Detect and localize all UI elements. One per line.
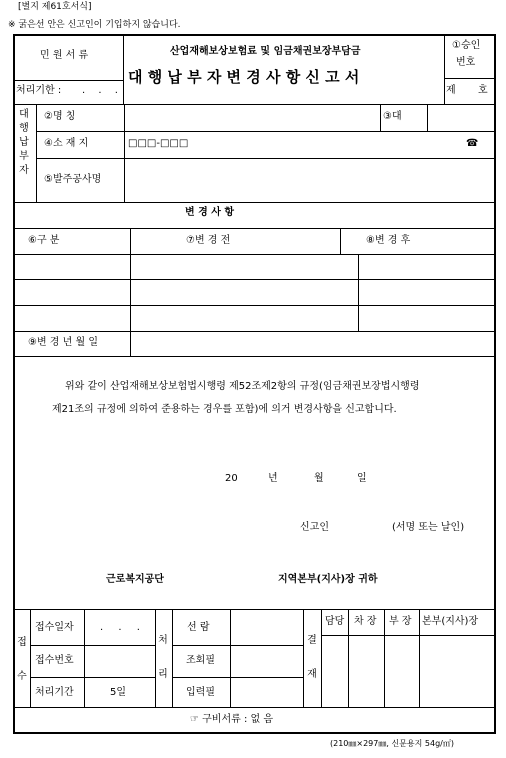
col-after-header: ⑧변 경 후 <box>366 235 411 246</box>
processing-deadline-label: 처리기한 : <box>16 85 62 96</box>
civil-doc-label: 민 원 서 류 <box>40 50 89 61</box>
col-type-header: ⑥구 분 <box>28 235 60 246</box>
approval-label: ①승인 <box>452 40 481 51</box>
form-number: [별지 제61호서식] <box>18 2 92 12</box>
reporter-label: 신고인 <box>300 522 329 533</box>
approval-no-je: 제 <box>446 85 456 96</box>
form-subtitle: 산업재해보상보험료 및 임금채권보장부담금 <box>170 46 361 57</box>
statement-line-2: 제21조의 규정에 의하여 준용하는 경우를 포함)에 의거 변경사항을 신고합니다. <box>52 404 397 415</box>
processing-period-value: 5일 <box>110 687 127 698</box>
col-before-header: ⑦변 경 전 <box>186 235 231 246</box>
report-date-nyeon: 년 <box>268 473 278 484</box>
change-date-label: ⑨변 경 년 월 일 <box>28 337 98 348</box>
sign-col-branch-head: 본부(지사)장 <box>422 616 479 627</box>
recipient-org: 근로복지공단 <box>106 574 164 585</box>
receipt-date-dots: . . . <box>100 622 146 633</box>
client-label: ⑤발주공사명 <box>44 174 102 185</box>
processing-deadline-dots: . . . <box>82 85 123 96</box>
representative-label: ③대 <box>383 111 402 122</box>
approval-no-ho: 호 <box>478 85 488 96</box>
receipt-no-label: 접수번호 <box>35 655 74 666</box>
report-date-year: 20 <box>225 473 238 484</box>
approval-side-label: 결 재 <box>307 635 317 680</box>
frame-right <box>494 34 496 734</box>
recipient-office: 지역본부(지사)장 귀하 <box>278 574 378 585</box>
receipt-side-label: 접 수 <box>17 637 27 682</box>
input-label: 입력필 <box>186 687 215 698</box>
signature-hint: (서명 또는 날인) <box>392 522 465 533</box>
address-label: ④소 재 지 <box>44 138 89 149</box>
frame-top <box>13 34 496 36</box>
frame-left <box>13 34 15 734</box>
sign-col-manager: 부 장 <box>389 616 412 627</box>
phone-icon: ☎ <box>466 138 479 149</box>
payer-side-label: 대 행 납 부 자 <box>19 109 29 176</box>
report-date-il: 일 <box>357 473 367 484</box>
review-label: 선 람 <box>187 622 210 633</box>
required-documents: ☞ 구비서류 : 없 음 <box>190 714 274 725</box>
process-side-label: 처 리 <box>158 635 168 680</box>
inquiry-label: 조회필 <box>186 655 215 666</box>
statement-line-1: 위와 같이 산업재해보상보험법시행령 제52조제2항의 규정(임금채권보장법시행령 <box>65 381 420 392</box>
form-note: ※ 굵은선 안은 신고인이 기입하지 않습니다. <box>8 20 181 30</box>
changes-title: 변 경 사 항 <box>185 207 235 218</box>
receipt-date-label: 접수일자 <box>35 622 74 633</box>
form-title: 대 행 납 부 자 변 경 사 항 신 고 서 <box>128 68 360 86</box>
processing-period-label: 처리기간 <box>35 687 74 698</box>
sign-col-deputy: 차 장 <box>354 616 377 627</box>
postal-code-boxes: □□□-□□□ <box>128 138 189 149</box>
sign-col-staff: 담당 <box>325 616 345 627</box>
report-date-wol: 월 <box>314 473 324 484</box>
frame-bottom <box>13 732 496 734</box>
paper-spec: (210㎜×297㎜, 신문용지 54g/㎡) <box>330 739 454 748</box>
approval-label-2: 번호 <box>456 57 476 68</box>
name-label: ②명 칭 <box>44 111 76 122</box>
